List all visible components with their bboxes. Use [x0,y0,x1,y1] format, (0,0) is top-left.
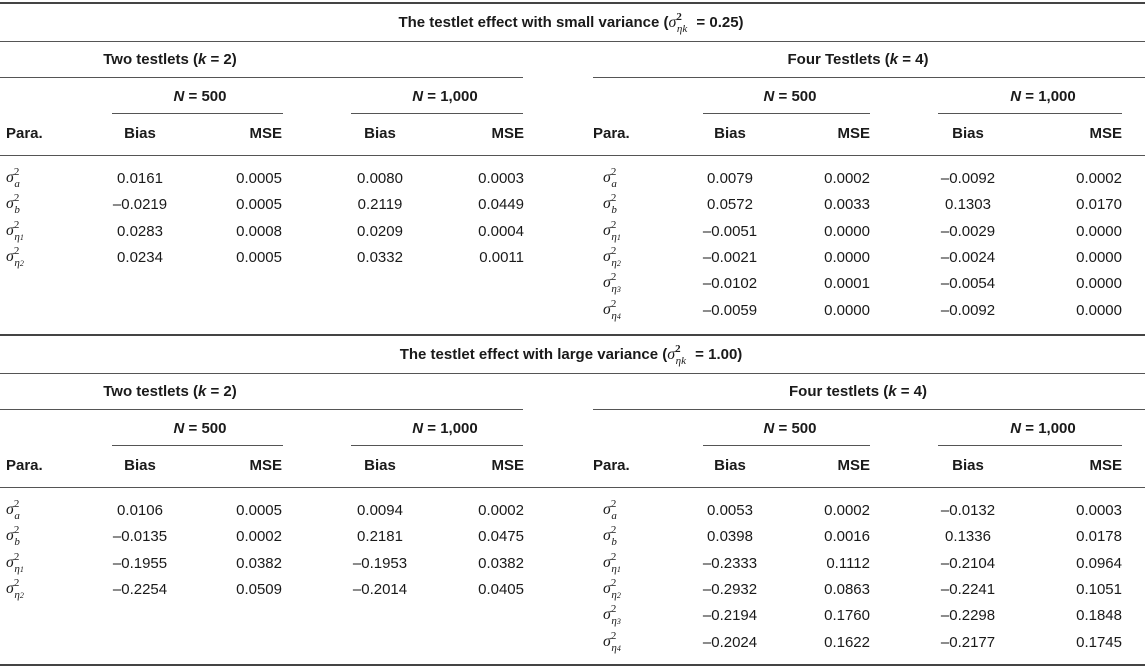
mse-cell: 0.0005 [236,248,282,266]
n-header: N = 500 [763,420,817,437]
col-bias: Bias [714,125,746,142]
header-rule [0,155,1145,156]
group-rule-right [593,77,1145,78]
bias-cell: –0.0021 [702,248,758,266]
param-symbol: $\sigma^2_{\eta 2}$ [603,244,621,269]
bias-cell: –0.0102 [702,275,758,293]
mse-cell: 0.1745 [1076,633,1122,651]
bias-cell: –0.0029 [940,222,996,240]
col-mse: MSE [249,457,282,474]
bias-cell: 0.0332 [357,248,403,266]
col-mse: MSE [249,125,282,142]
col-bias: Bias [124,125,156,142]
mse-cell: 0.0000 [1076,222,1122,240]
mse-cell: 0.0002 [824,502,870,519]
mse-cell: 0.1051 [1076,580,1122,598]
param-symbol: $\sigma^2_{\eta 2}$ [6,244,24,269]
bottom-rule [0,664,1145,666]
bias-cell: –0.0059 [702,301,758,319]
n-header: N = 500 [763,88,817,105]
n-rule [112,445,283,446]
mse-cell: 0.0000 [824,248,870,266]
top-rule [0,2,1145,4]
mse-cell: 0.0405 [478,580,524,598]
param-symbol: $\sigma^2_{\eta 1}$ [603,218,621,243]
mse-cell: 0.1622 [824,633,870,651]
mse-cell: 0.0000 [824,222,870,240]
mse-cell: 0.0382 [478,554,524,572]
group-rule-left [0,77,523,78]
col-para: Para. [593,457,630,474]
param-symbol: $\sigma^2_{\eta 2}$ [603,576,621,601]
param-symbol: $\sigma^2_{\eta 3}$ [603,603,621,628]
bias-cell: –0.1955 [112,554,168,572]
mse-cell: 0.0002 [236,528,282,546]
param-symbol: $\sigma^2_a$ [603,166,617,190]
mse-cell: 0.0000 [824,301,870,319]
mse-cell: 0.0005 [236,196,282,214]
bias-cell: 0.2119 [357,196,403,214]
col-bias: Bias [364,457,396,474]
mse-cell: 0.0382 [236,554,282,572]
title-rule [0,373,1145,374]
param-symbol: $\sigma^2_{\eta 1}$ [603,550,621,575]
bias-cell: –0.2024 [702,633,758,651]
mse-cell: 0.0008 [236,222,282,240]
group-header: Four Testlets (k = 4) [787,51,929,68]
n-header: N = 500 [173,88,227,105]
col-para: Para. [6,457,43,474]
bias-cell: –0.2194 [702,607,758,625]
mse-cell: 0.0003 [478,170,524,187]
mse-cell: 0.0001 [824,275,870,293]
mse-cell: 0.1848 [1076,607,1122,625]
bias-cell: –0.2298 [940,607,996,625]
mse-cell: 0.0000 [1076,275,1122,293]
bias-cell: –0.2104 [940,554,996,572]
group-header: Four testlets (k = 4) [789,383,927,400]
n-rule [703,445,870,446]
mse-cell: 0.0033 [824,196,870,214]
top-rule [0,334,1145,336]
section-title: The testlet effect with small variance $(\sigma^2_{\eta k} = 0.25)$ [398,11,744,35]
bias-cell: 0.0106 [117,502,163,519]
n-header: N = 1,000 [412,88,478,105]
bias-cell: –0.0051 [702,222,758,240]
bias-cell: 0.0079 [707,170,753,187]
mse-cell: 0.0000 [1076,248,1122,266]
mse-cell: 0.0016 [824,528,870,546]
mse-cell: 0.0449 [478,196,524,214]
group-header: Two testlets (k = 2) [103,51,237,68]
bias-cell: –0.0219 [112,196,168,214]
param-symbol: $\sigma^2_{\eta 2}$ [6,576,24,601]
param-symbol: $\sigma^2_{\eta 3}$ [603,271,621,296]
mse-cell: 0.0170 [1076,196,1122,214]
col-bias: Bias [952,125,984,142]
bias-cell: –0.0054 [940,275,996,293]
col-mse: MSE [837,125,870,142]
bias-cell: 0.0398 [707,528,753,546]
col-mse: MSE [1089,457,1122,474]
bias-cell: –0.2177 [940,633,996,651]
bias-cell: 0.0209 [357,222,403,240]
n-header: N = 1,000 [1010,420,1076,437]
bias-cell: 0.0283 [117,222,163,240]
col-mse: MSE [491,125,524,142]
param-symbol: $\sigma^2_b$ [6,524,20,549]
mse-cell: 0.0002 [1076,170,1122,187]
n-header: N = 500 [173,420,227,437]
bias-cell: –0.0132 [940,502,996,519]
bias-cell: –0.2333 [702,554,758,572]
mse-cell: 0.0000 [1076,301,1122,319]
title-rule [0,41,1145,42]
param-symbol: $\sigma^2_b$ [603,192,617,217]
col-mse: MSE [491,457,524,474]
param-symbol: $\sigma^2_b$ [6,192,20,217]
n-rule [112,113,283,114]
col-mse: MSE [837,457,870,474]
mse-cell: 0.0005 [236,170,282,187]
col-bias: Bias [952,457,984,474]
n-rule [938,113,1122,114]
bias-cell: 0.1336 [945,528,991,546]
mse-cell: 0.0003 [1076,502,1122,519]
n-rule [351,113,523,114]
bias-cell: –0.0092 [940,170,996,187]
n-rule [938,445,1122,446]
bias-cell: 0.0053 [707,502,753,519]
param-symbol: $\sigma^2_a$ [6,166,20,190]
bias-cell: –0.1953 [352,554,408,572]
n-rule [703,113,870,114]
mse-cell: 0.0002 [824,170,870,187]
n-rule [351,445,523,446]
mse-cell: 0.0509 [236,580,282,598]
bias-cell: 0.0080 [357,170,403,187]
bias-cell: –0.2241 [940,580,996,598]
bias-cell: –0.2014 [352,580,408,598]
param-symbol: $\sigma^2_{\eta 4}$ [603,629,621,654]
mse-cell: 0.0004 [478,222,524,240]
bias-cell: –0.0092 [940,301,996,319]
param-symbol: $\sigma^2_a$ [603,498,617,522]
section-title: The testlet effect with large variance $(\sigma^2_{\eta k} = 1.00)$ [399,343,743,367]
param-symbol: $\sigma^2_{\eta 1}$ [6,550,24,575]
bias-cell: –0.0024 [940,248,996,266]
mse-cell: 0.1112 [826,554,870,572]
header-rule [0,487,1145,488]
mse-cell: 0.0178 [1076,528,1122,546]
n-header: N = 1,000 [412,420,478,437]
bias-cell: –0.2932 [702,580,758,598]
param-symbol: $\sigma^2_{\eta 1}$ [6,218,24,243]
col-bias: Bias [714,457,746,474]
group-header: Two testlets (k = 2) [103,383,237,400]
bias-cell: 0.0572 [707,196,753,214]
bias-cell: 0.0094 [357,502,403,519]
col-bias: Bias [124,457,156,474]
n-header: N = 1,000 [1010,88,1076,105]
bias-cell: –0.2254 [112,580,168,598]
group-rule-right [593,409,1145,410]
col-para: Para. [593,125,630,142]
param-symbol: $\sigma^2_{\eta 4}$ [603,297,621,322]
bias-cell: 0.0161 [117,170,163,187]
bias-cell: 0.1303 [945,196,991,214]
param-symbol: $\sigma^2_b$ [603,524,617,549]
group-rule-left [0,409,523,410]
mse-cell: 0.1760 [824,607,870,625]
mse-cell: 0.0005 [236,502,282,519]
col-mse: MSE [1089,125,1122,142]
param-symbol: $\sigma^2_a$ [6,498,20,522]
mse-cell: 0.0002 [478,502,524,519]
bias-cell: –0.0135 [112,528,168,546]
bias-cell: 0.0234 [117,248,163,266]
mse-cell: 0.0011 [479,248,524,266]
col-bias: Bias [364,125,396,142]
col-para: Para. [6,125,43,142]
mse-cell: 0.0964 [1076,554,1122,572]
mse-cell: 0.0863 [824,580,870,598]
bias-cell: 0.2181 [357,528,403,546]
mse-cell: 0.0475 [478,528,524,546]
